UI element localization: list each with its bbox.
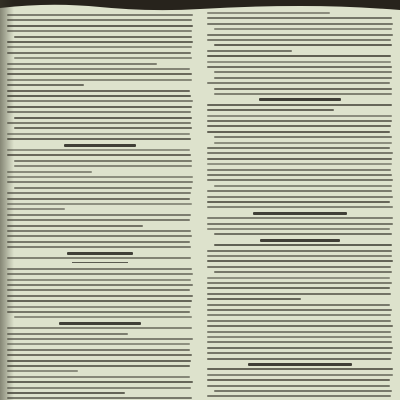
text-line [207,109,334,111]
section-heading [253,212,347,215]
text-line [7,198,190,200]
text-line [207,255,392,257]
text-line [7,138,191,140]
section-heading [260,239,341,242]
text-line [7,246,191,248]
text-line [214,142,392,144]
text-line [7,225,143,227]
text-line [7,203,192,205]
text-line [207,23,393,25]
section-heading [64,144,137,147]
text-line [7,381,193,383]
text-line [7,111,191,113]
text-line [7,327,192,329]
text-line [7,63,157,65]
text-line [207,147,390,149]
text-line [7,273,193,275]
text-line [207,379,390,381]
section-heading [259,98,341,101]
text-line [214,93,392,95]
text-line [207,206,393,208]
text-line [214,136,392,138]
text-line [7,333,128,335]
text-line [207,131,390,133]
text-line [7,284,193,286]
text-line [207,39,391,41]
text-line [7,90,190,92]
text-line [207,395,391,397]
section-heading [59,322,141,325]
text-line [7,311,190,313]
text-line [207,190,392,192]
text-line [207,331,391,333]
text-line [7,68,190,70]
text-line [7,181,193,183]
text-line [207,34,393,36]
text-line [214,233,392,235]
text-line [207,120,392,122]
text-line [7,192,191,194]
text-line [207,250,392,252]
text-line [14,36,192,38]
section-heading [67,252,134,255]
text-line [7,230,191,232]
text-line [214,28,392,30]
text-line [207,374,393,376]
text-line [7,46,192,48]
text-line [214,44,392,46]
text-line [207,158,392,160]
text-line [214,185,392,187]
text-line [207,298,301,300]
left-column [6,0,200,400]
text-line [7,279,191,281]
text-line [207,50,292,52]
text-line [7,219,190,221]
text-line [7,14,193,16]
text-line [207,347,393,349]
text-line [207,325,393,327]
text-line [207,163,392,165]
text-line [207,66,392,68]
text-line [207,260,393,262]
text-line [207,309,392,311]
text-line [207,368,393,370]
text-line [7,349,190,351]
text-line [214,390,392,392]
text-line [207,125,391,127]
text-line [7,365,190,367]
text-line [14,57,192,59]
text-line [207,287,390,289]
text-line [214,88,392,90]
text-line [207,385,390,387]
text-line [207,174,392,176]
text-line [7,171,92,173]
text-line [7,154,191,156]
text-line [207,152,393,154]
text-line [207,115,392,117]
text-line [207,336,392,338]
text-line [207,352,392,354]
text-line [7,295,193,297]
text-line [207,169,391,171]
text-line [7,257,191,259]
text-line [14,127,192,129]
column-rule [72,262,128,263]
text-line [207,196,393,198]
text-line [7,208,65,210]
text-line [7,106,192,108]
text-line [207,12,330,14]
text-line [214,71,392,73]
text-line [7,84,84,86]
text-line [207,320,391,322]
text-line [7,392,125,394]
text-line [207,223,393,225]
text-line [7,19,192,21]
text-line [7,41,193,43]
text-line [207,228,390,230]
text-line [207,61,391,63]
text-line [7,100,193,102]
text-line [7,176,193,178]
text-line [14,165,192,167]
text-line [7,306,191,308]
text-line [207,293,391,295]
text-line [207,17,392,19]
text-line [214,271,392,273]
text-line [214,77,392,79]
text-line [7,235,192,237]
text-line [7,354,192,356]
text-line [207,282,392,284]
text-line [207,304,390,306]
text-line [207,82,390,84]
text-line [7,79,192,81]
text-line [7,52,191,54]
text-line [207,217,393,219]
text-line [207,55,391,57]
right-column [206,0,400,400]
text-line [207,314,391,316]
text-line [7,149,190,151]
text-line [7,343,190,345]
text-line [7,241,190,243]
text-line [7,360,191,362]
text-line [207,201,390,203]
text-line [7,122,191,124]
text-line [14,160,192,162]
text-line [7,289,190,291]
binding-shadow [0,0,14,400]
text-line [7,73,192,75]
text-line [7,338,193,340]
text-line [7,370,78,372]
text-line [7,95,191,97]
text-line [7,25,193,27]
text-line [14,316,192,318]
text-line [207,358,391,360]
text-line [207,179,393,181]
text-line [207,104,392,106]
text-line [7,397,192,399]
text-line [207,277,390,279]
text-line [207,341,392,343]
text-line [14,117,192,119]
text-line [7,133,190,135]
text-line [207,266,391,268]
text-line [14,187,192,189]
text-line [7,376,190,378]
text-line [7,300,192,302]
text-line [7,30,192,32]
text-line [7,268,192,270]
text-line [214,244,392,246]
section-heading [248,363,351,366]
text-line [7,387,191,389]
text-line [7,214,191,216]
